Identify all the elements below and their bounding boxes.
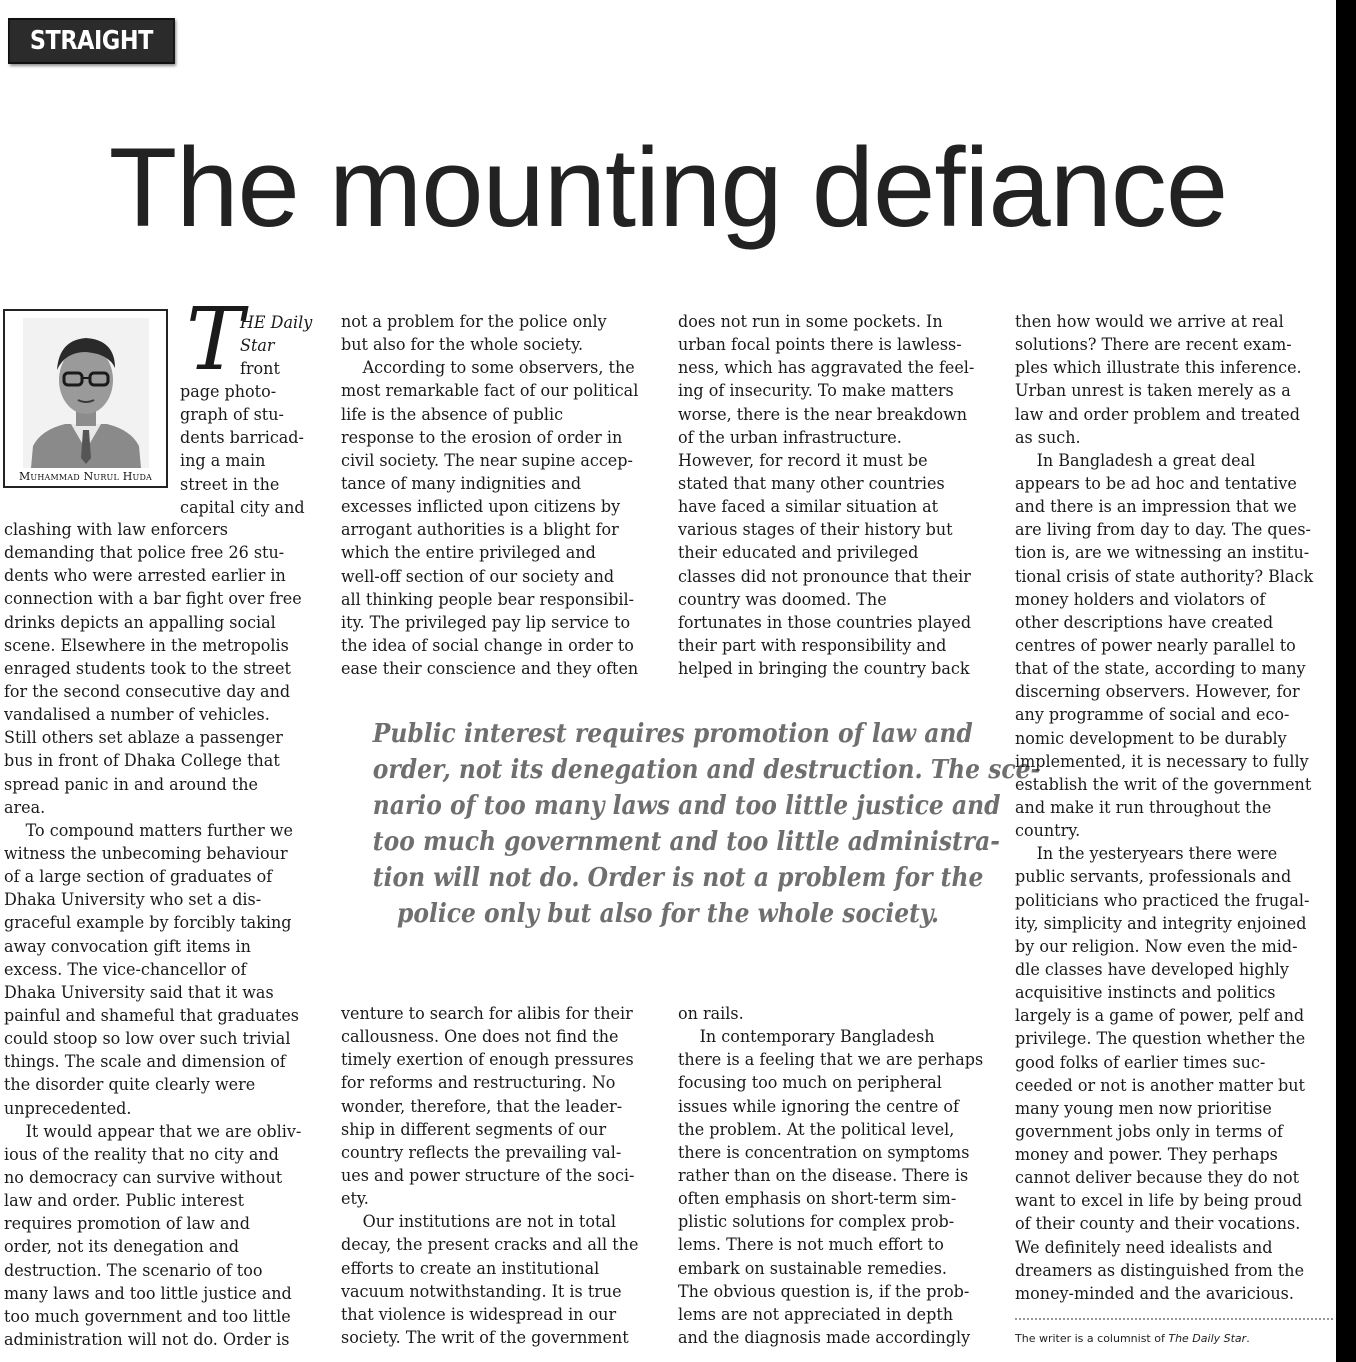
headline: The mounting defiance — [108, 125, 1228, 250]
text-line: scene. Elsewhere in the metropolis — [4, 635, 289, 656]
column-2-bottom — [341, 1003, 638, 1350]
text-line: dents who were arrested earlier in — [4, 566, 286, 587]
text-line: which the entire privileged and — [341, 543, 596, 564]
text-line: too much government and too little — [4, 1306, 291, 1327]
intro-text: graph of stu- — [180, 405, 284, 426]
author-photo — [23, 318, 149, 468]
author-photo-box — [3, 309, 168, 488]
text-line: vandalised a number of vehicles. — [4, 705, 270, 726]
pull-quote-line: police only but also for the whole society. — [397, 899, 939, 929]
text-line: privilege. The question whether the — [1015, 1029, 1306, 1050]
text-line: country was doomed. The — [678, 589, 887, 610]
column-1 — [4, 519, 302, 1352]
text-line: vacuum notwithstanding. It is true — [341, 1281, 622, 1302]
text-line: lems. There is not much effort to — [678, 1235, 944, 1256]
text-line: embark on sustainable remedies. — [678, 1258, 948, 1279]
text-line: the idea of social change in order to — [341, 635, 634, 656]
text-line: often emphasis on short-term sim- — [678, 1189, 957, 1210]
text-line: order, not its denegation and — [4, 1237, 239, 1258]
text-line: various stages of their history but — [678, 520, 953, 541]
text-line: decay, the present cracks and all the — [341, 1235, 639, 1256]
intro-text: street in the — [180, 474, 280, 495]
intro-line-1 — [240, 312, 312, 358]
text-line: centres of power nearly parallel to — [1015, 635, 1296, 656]
intro-text: page photo- — [180, 382, 277, 402]
text-line: helped in bringing the country back — [678, 659, 970, 680]
text-line: stated that many other countries — [678, 473, 945, 494]
text-line: ship in different segments of our — [341, 1119, 607, 1140]
text-line: ease their conscience and they often — [341, 659, 639, 680]
text-line: many laws and too little justice and — [4, 1283, 292, 1304]
text-line: callousness. One does not find the — [341, 1027, 619, 1048]
pull-quote-line: too much government and too little administra- — [372, 827, 1001, 857]
text-line: Urban unrest is taken merely as a — [1015, 381, 1291, 402]
footnote — [1015, 1332, 1250, 1345]
text-line: away convocation gift items in — [4, 936, 251, 957]
text-line: on rails. — [678, 1004, 744, 1024]
page-edge — [1336, 0, 1356, 1362]
text-line: there is a feeling that we are perhaps — [678, 1050, 984, 1071]
text-line: the problem. At the political level, — [678, 1119, 955, 1140]
text-line: other descriptions have created — [1015, 612, 1274, 633]
text-line: public servants, professionals and — [1015, 867, 1292, 888]
text-line: things. The scale and dimension of — [4, 1052, 286, 1073]
intro-lines — [240, 358, 280, 381]
text-line: Dhaka University said that it was — [4, 982, 274, 1003]
text-line: discerning observers. However, for — [1015, 682, 1300, 703]
text-line: efforts to create an institutional — [341, 1258, 600, 1279]
text-line: clashing with law enforcers — [4, 520, 228, 540]
text-line: According to some observers, the — [362, 358, 635, 379]
intro-text: ing a main — [180, 451, 266, 472]
text-line: acquisitive instincts and politics — [1015, 983, 1276, 1004]
text-line: ing of insecurity. To make matters — [678, 381, 954, 402]
text-line: could stoop so low over such trivial — [4, 1029, 291, 1050]
text-line: administration will not do. Order is — [4, 1329, 290, 1350]
text-line: money holders and violators of — [1015, 589, 1266, 610]
text-line: not a problem for the police only — [341, 312, 607, 332]
text-line: establish the writ of the government — [1015, 774, 1312, 795]
column-3-bottom — [678, 1003, 983, 1350]
text-line: destruction. The scenario of too — [4, 1260, 263, 1281]
text-line: ness, which has aggravated the feel- — [678, 358, 975, 379]
text-line: lems are not appreciated in depth — [678, 1304, 954, 1325]
text-line: as such. — [1015, 427, 1081, 448]
text-line: country reflects the prevailing val- — [341, 1142, 622, 1163]
text-line: ceeded or not is another matter but — [1015, 1075, 1305, 1096]
footnote-suffix: . — [1246, 1332, 1250, 1345]
text-line: does not run in some pockets. In — [678, 312, 943, 332]
text-line: It would appear that we are obliv- — [25, 1121, 302, 1142]
text-line: money and power. They perhaps — [1015, 1145, 1278, 1166]
text-line: drinks depicts an appalling social — [4, 612, 276, 633]
footnote-prefix: The writer is a columnist of — [1015, 1332, 1169, 1345]
text-line: there is concentration on symptoms — [678, 1142, 970, 1163]
text-line: of their county and their vocations. — [1015, 1214, 1301, 1235]
text-line: money-minded and the avaricious. — [1015, 1283, 1294, 1304]
text-line: law and order problem and treated — [1015, 404, 1300, 425]
text-line: the disorder quite clearly were — [4, 1075, 256, 1096]
pull-quote-line: tion will not do. Order is not a problem for the — [372, 863, 984, 893]
text-line: urban focal points there is lawless- — [678, 335, 962, 356]
text-line: painful and shameful that graduates — [4, 1005, 299, 1026]
text-line: Dhaka University who set a dis- — [4, 890, 262, 911]
text-line: society. The writ of the government — [341, 1327, 629, 1348]
text-line: by our religion. Now even the mid- — [1015, 936, 1298, 957]
footnote-divider — [1015, 1318, 1333, 1320]
text-line: venture to search for alibis for their — [341, 1004, 633, 1024]
text-line: of the urban infrastructure. — [678, 427, 902, 448]
text-line: unprecedented. — [4, 1098, 132, 1119]
text-line: Our institutions are not in total — [362, 1212, 617, 1233]
text-line: ious of the reality that no city and — [4, 1144, 279, 1165]
text-line: tance of many indignities and — [341, 473, 582, 494]
text-line: ity. The privileged pay lip service to — [341, 612, 631, 633]
text-line: tional crisis of state authority? Black — [1015, 566, 1314, 587]
text-line: The obvious question is, if the prob- — [678, 1281, 970, 1302]
text-line: ity, simplicity and integrity enjoined — [1015, 913, 1307, 934]
text-line: that of the state, according to many — [1015, 659, 1306, 680]
text-line: their part with responsibility and — [678, 635, 947, 656]
text-line: tion is, are we witnessing an institu- — [1015, 543, 1310, 564]
text-line: that violence is widespread in our — [341, 1304, 617, 1325]
text-line: country. — [1015, 821, 1081, 842]
text-line: good folks of earlier times suc- — [1015, 1052, 1266, 1073]
text-line: connection with a bar fight over free — [4, 589, 302, 610]
intro-text: front — [240, 359, 280, 379]
text-line: area. — [4, 797, 46, 818]
text-line: implemented, it is necessary to fully — [1015, 751, 1309, 772]
text-line: graceful example by forcibly taking — [4, 913, 292, 934]
text-line: their educated and privileged — [678, 543, 919, 564]
section-tag: STRAIGHT LINE — [8, 18, 175, 64]
text-line: excess. The vice-chancellor of — [4, 959, 247, 980]
intro-text: dents barricad- — [180, 428, 304, 449]
text-line: fortunates in those countries played — [678, 612, 972, 633]
text-line: politicians who practiced the frugal- — [1015, 890, 1310, 911]
text-line: civil society. The near supine accep- — [341, 450, 633, 471]
pull-quote-line: order, not its denegation and destruction. The sce- — [372, 755, 1041, 785]
text-line: government jobs only in terms of — [1015, 1121, 1283, 1142]
column-4 — [1015, 311, 1313, 1306]
text-line: for reforms and restructuring. No — [341, 1073, 616, 1094]
text-line: dreamers as distinguished from the — [1015, 1260, 1305, 1281]
text-line: witness the unbecoming behaviour — [4, 843, 288, 864]
text-line: However, for record it must be — [678, 450, 928, 471]
text-line: arrogant authorities is a blight for — [341, 520, 619, 541]
pull-quote — [340, 716, 1041, 932]
text-line: In the yesteryears there were — [1036, 844, 1278, 865]
column-2-top — [341, 311, 638, 681]
text-line: nomic development to be durably — [1015, 728, 1287, 749]
text-line: ues and power structure of the soci- — [341, 1165, 635, 1186]
text-line: any programme of social and eco- — [1015, 705, 1290, 726]
drop-cap: T — [186, 290, 244, 390]
text-line: but also for the whole society. — [341, 335, 584, 356]
text-line: no democracy can survive without — [4, 1167, 283, 1188]
text-line: response to the erosion of order in — [341, 427, 623, 448]
text-line: In contemporary Bangladesh — [699, 1027, 935, 1048]
text-line: timely exertion of enough pressures — [341, 1050, 634, 1071]
text-line: enraged students took to the street — [4, 658, 291, 679]
text-line: worse, there is the near breakdown — [678, 404, 968, 425]
text-line: spread panic in and around the — [4, 774, 259, 795]
text-line: largely is a game of power, pelf and — [1015, 1006, 1305, 1027]
pull-quote-line: nario of too many laws and too little justice and — [372, 791, 1001, 821]
author-byline: Muhammad Nurul Huda — [18, 470, 153, 483]
column-3-top — [678, 311, 974, 681]
text-line: demanding that police free 26 stu- — [4, 543, 285, 564]
text-line: In Bangladesh a great deal — [1036, 450, 1256, 471]
text-line: for the second consecutive day and — [4, 681, 291, 702]
text-line: requires promotion of law and — [4, 1214, 250, 1235]
text-line: and there is an impression that we — [1015, 497, 1297, 518]
intro-text: Star — [240, 336, 275, 357]
text-line: wonder, therefore, that the leader- — [341, 1096, 623, 1117]
text-line: We definitely need idealists and — [1015, 1237, 1273, 1258]
text-line: bus in front of Dhaka College that — [4, 751, 280, 772]
text-line: issues while ignoring the centre of — [678, 1096, 959, 1117]
text-line: Still others set ablaze a passenger — [4, 728, 283, 749]
text-line: focusing too much on peripheral — [678, 1073, 942, 1094]
author-portrait-icon — [23, 318, 149, 468]
text-line: and the diagnosis made accordingly — [678, 1327, 971, 1348]
text-line: well-off section of our society and — [341, 566, 615, 587]
text-line: are living from day to day. The ques- — [1015, 520, 1311, 541]
text-line: of a large section of graduates of — [4, 867, 273, 888]
text-line: want to excel in life by being proud — [1015, 1191, 1303, 1212]
text-line: appears to be ad hoc and tentative — [1015, 473, 1297, 494]
text-line: ety. — [341, 1189, 369, 1210]
pull-quote-line: Public interest requires promotion of law and — [372, 719, 973, 749]
text-line: life is the absence of public — [341, 404, 564, 425]
text-line: then how would we arrive at real — [1015, 312, 1284, 332]
intro-lines-wide — [180, 381, 305, 520]
text-line: ples which illustrate this inference. — [1015, 358, 1302, 379]
text-line: plistic solutions for complex prob- — [678, 1212, 955, 1233]
text-line: all thinking people bear responsibil- — [341, 589, 635, 610]
text-line: classes did not pronounce that their — [678, 566, 971, 587]
text-line: and make it run throughout the — [1015, 797, 1272, 818]
text-line: cannot deliver because they do not — [1015, 1168, 1300, 1189]
text-line: most remarkable fact of our political — [341, 381, 639, 402]
text-line: have faced a similar situation at — [678, 497, 939, 518]
text-line: solutions? There are recent exam- — [1015, 335, 1292, 356]
footnote-publication: The Daily Star — [1168, 1332, 1247, 1345]
text-line: excesses inflicted upon citizens by — [341, 497, 621, 518]
intro-text: capital city and — [180, 497, 305, 518]
text-line: dle classes have developed highly — [1015, 959, 1289, 980]
intro-text: HE Daily — [240, 313, 313, 333]
text-line: law and order. Public interest — [4, 1191, 245, 1212]
text-line: many young men now prioritise — [1015, 1098, 1272, 1119]
text-line: rather than on the disease. There is — [678, 1165, 969, 1186]
text-line: To compound matters further we — [25, 820, 293, 841]
